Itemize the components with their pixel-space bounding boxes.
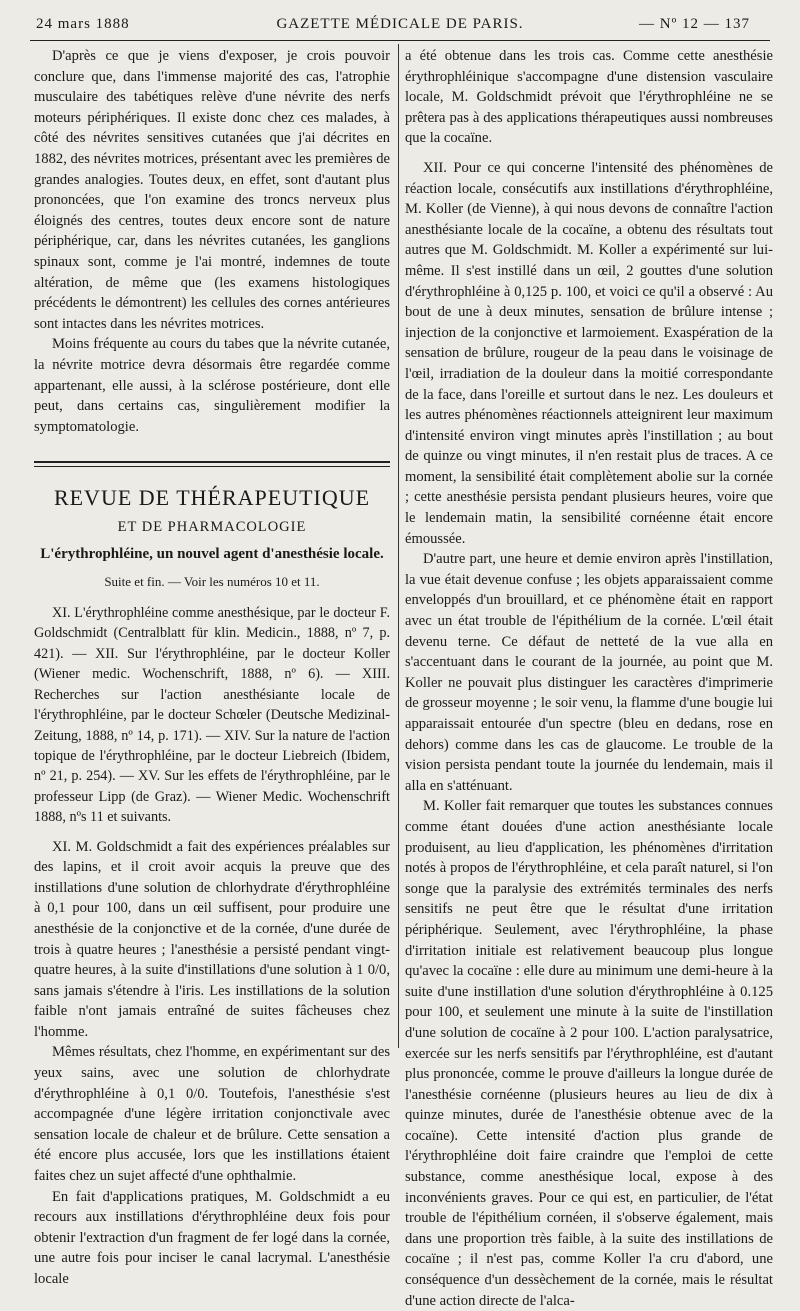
paragraph: D'après ce que je viens d'exposer, je crois pouvoir conclure que, dans l'immense majorité des cas, l'atrophie musculaire des tabétiques relève d'une névrite des nerfs moteurs périphériques. Il existe donc chez ces malades, à côté des névrites sensitives cutanées que j'ai décrites en 1882, des névrites motrices, présentant avec les premières de grandes analogies. Toutes deux, en effet, sont d'autant plus prononcées, que l'on examine des troncs nerveux plus éloignés des centres, toutes deux encore sont de nature périphérique, car, dans les névrites cutanées, les ganglions spinaux sont, comme je l'ai montré, indemnes de toute altération, de même que (les examens histologiques précédents le démontrent) les cellules des cornes antérieures sont intactes dans les névrites motrices.: [34, 48, 390, 332]
paragraph: Moins fréquente au cours du tabes que la névrite cutanée, la névrite motrice devra désormais être regardée comme appartenant, elle aussi, à la sclérose postérieure, dont elle peut, dans certains cas, singulièrement modifier la symptomatologie.: [34, 336, 390, 435]
continuation-note: Suite et fin. — Voir les numéros 10 et 11.: [104, 574, 320, 590]
article-title: L'érythrophléine, un nouvel agent d'anesthésie locale.: [40, 545, 384, 562]
paragraph: XII. Pour ce qui concerne l'intensité des phénomènes de réaction locale, consécutifs aux instillations d'érythrophléine, M. Koller (de Vienne), à qui nous devons de connaître l'action anesthésiante locale de la cocaïne, a obtenu des résultats tout autres que M. Goldschmidt. M. Koller a expérimenté sur lui-même. Il s'est instillé dans un œil, 2 gouttes d'une solution d'érythrophléine à 0,125 p. 100, et voici ce qu'il a observé : Au bout de une à deux minutes, sensation de brûlure intense ; injection de la conjonctive et larmoiement. Exaspération de la sensation de brûlure, rougeur de la peau dans le voisinage de l'œil, irradiation de la douleur dans la moitié correspondante de la face, dans l'oreille et surtout dans le nez. Les douleurs et les autres phénomènes réactionnels atteignirent leur maximum d'intensité environ vingt minutes après l'instillation ; au bout de quinze ou vingt minutes, il n'en restait plus de traces. A ce moment, la sensibilité était complètement abolie sur la cornée ; cette anesthésie persista pendant plusieurs heures, voire que le lendemain matin, la sensibilité cornéenne était encore émoussée.: [405, 159, 773, 547]
section-rule: [34, 466, 390, 467]
section-rule: [34, 461, 390, 463]
paragraph: M. Koller fait remarquer que toutes les substances connues comme étant douées d'une action anesthésiante locale produisent, au lieu d'application, les phénomènes d'irritation notés à propos de l'érythrophléine, et cela paraît naturel, si l'on songe que la paralysie des extrémités terminales des nerfs sensitifs ne peut être que le résultat d'une irritation périphérique. Seulement, avec l'érythrophléine, la phase d'irritation initiale est relativement beaucoup plus longue qu'avec la cocaïne : elle dure au minimum une demi-heure à la suite d'une instillation d'une solution d'érythrophléine à 0.125 pour 100, et seulement une minute à la suite de l'instillation d'une solution de cocaïne à 2 pour 100. L'action paralysatrice, exercée sur les nerfs sensitifs par l'érythrophléine, est d'autant plus prononcée, comme le prouve d'ailleurs la longue durée de l'anesthésie cornéenne (plusieurs heures au lieu de dix à quinze minutes, durée de l'anesthésie obtenue avec de la cocaïne). Cette intensité d'action plus grande de l'érythrophléine doit faire craindre que l'emploi de cette substance, comme anesthésique local, expose à des inconvénients graves. Pour ce qui est, en particulier, de l'état trouble de l'épithélium cornéen, il s'observe également, mais dans une proportion très faible, à la suite des instillations de cocaïne ; il n'est pas, comme Koller l'a cru d'abord, une conséquence d'un dessèchement de la cornée, mais le résultat d'une action directe de l'alca-: [405, 798, 773, 1309]
header-journal-title: GAZETTE MÉDICALE DE PARIS.: [276, 16, 524, 32]
section-title: REVUE DE THÉRAPEUTIQUE: [53, 485, 371, 511]
left-column: [34, 46, 390, 1287]
paragraph: D'autre part, une heure et demie environ après l'instillation, la vue était devenue confuse ; les objets apparaissaient comme enveloppés d'un brouillard, et ce phénomène était en rapport avec un état trouble de l'épithélium de la cornée. L'œil était devenu terne. Ce défaut de netteté de la vue alla en s'accentuant dans le courant de la journée, au point que M. Koller ne pouvait plus distinguer les caractères d'imprimerie de grosseur moyenne ; le soir venu, la flamme d'une bougie lui apparaissait entourée d'un spectre (bleu en dedans, rose en dehors) comme dans les cas de glaucome. Le trouble de la vision persista pendant toute la journée du lendemain, mais il alla en s'atténuant.: [405, 551, 773, 794]
section-subtitle: ET DE PHARMACOLOGIE: [117, 519, 307, 536]
paragraph: Mêmes résultats, chez l'homme, en expérimentant sur des yeux sains, avec une solution de chlorhydrate d'érythrophléine à 0,1 0/0. Toutefois, l'anesthésie s'est accompagnée d'une légère irritation conjonctivale avec sensation locale de chaleur et de brûlure. Cette sensation a été encore plus accusée, lors que les instillations étaient faites chez un sujet affecté d'une ophthalmie.: [34, 1044, 390, 1185]
bibliography-list: XI. L'érythrophléine comme anesthésique, par le docteur F. Goldschmidt (Centralblatt für klin. Medicin., 1888, nº 7, p. 421). — XII. Sur l'érythrophléine, par le docteur Koller (Wiener medic. Wochenschrift, 1888, nº 6). — XIII. Recherches sur l'action anesthésiante locale de l'érythrophléine, par le docteur Schœler (Deutsche Medizinal-Zeitung, 1888, nº 14, p. 171). — XIV. Sur la nature de l'action topique de l'érythrophléine, par le docteur Liebreich (Ibidem, nº 21, p. 254). — XV. Sur les effets de l'érythrophléine, par le professeur Lipp (de Graz). — Wiener Medic. Wochenschrift 1888, nºs 11 et suivants.: [34, 605, 390, 826]
paragraph: XI. M. Goldschmidt a fait des expériences préalables sur des lapins, et il croit avoir acquis la preuve que des instillations d'une solution de chlorhydrate d'érythrophléine à 0,1 pour 100, dans un œil suffisent, pour produire une anesthésie de la conjonctive et de la cornée, d'une durée de trois à quatre heures ; l'anesthésie a persisté pendant vingt-quatre heures, à la suite d'instillations d'une solution à 1 0/0, sans jamais s'étendre à l'iris. Les instillations de la solution faible n'ont jamais entraîné de suites fâcheuses chez l'homme.: [34, 838, 390, 1040]
column-divider: [398, 44, 399, 1048]
paragraph: En fait d'applications pratiques, M. Goldschmidt a eu recours aux instillations d'érythrophléine deux fois pour obtenir l'extraction d'un fragment de fer logé dans la cornée, une autre fois pour inciser le canal lacrymal. L'anesthésie locale: [34, 1188, 390, 1287]
page-header: [30, 14, 770, 38]
right-column: [405, 46, 773, 1309]
header-date: 24 mars 1888: [36, 16, 130, 32]
header-rule: [30, 40, 770, 41]
paragraph: a été obtenue dans les trois cas. Comme cette anesthésie érythrophléinique s'accompagne d'une distension vasculaire locale, M. Goldschmidt prévoit que l'érythrophléine ne se prêtera pas à des applications thérapeutiques aussi nombreuses que la cocaïne.: [405, 48, 773, 147]
header-issue-number: — Nº 12 — 137: [639, 16, 750, 32]
